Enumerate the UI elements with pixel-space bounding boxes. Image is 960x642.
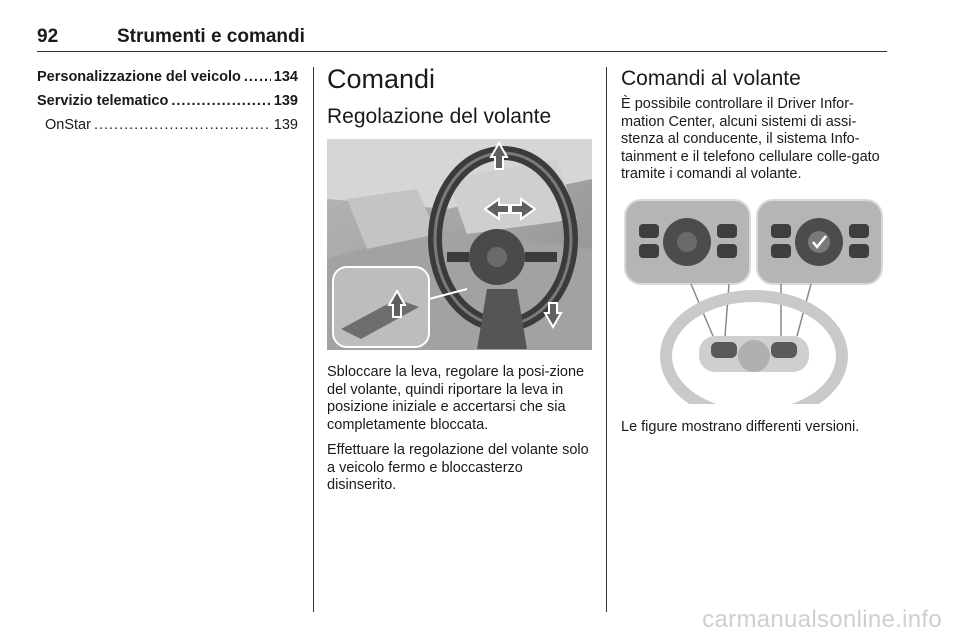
steering-instructions (327, 364, 592, 503)
toc-entry[interactable] (37, 117, 298, 139)
page-header (37, 24, 887, 52)
steering-adjustment-illustration (327, 139, 592, 350)
toc-entry[interactable] (37, 69, 298, 93)
table-of-contents (37, 69, 298, 139)
subsection-heading: Regolazione del volante (327, 105, 552, 128)
toc-entry-label: OnStar (45, 117, 91, 133)
header-rule (37, 51, 887, 52)
toc-entry-page: 139 (273, 93, 298, 109)
page-number: 92 (37, 26, 59, 47)
steering-wheel-controls-illustration (621, 196, 886, 404)
toc-leader-dots (171, 93, 270, 109)
middle-column (327, 62, 592, 493)
section-heading: Comandi (327, 64, 436, 94)
toc-entry-page: 134 (273, 69, 298, 85)
toc-entry-page: 139 (273, 117, 298, 133)
section-title: Strumenti e comandi (117, 26, 305, 47)
toc-entry-label: Servizio telematico (37, 93, 169, 109)
paragraph: Effettuare la regolazione del volante solo a veicolo fermo e bloccasterzo disinserito. (327, 442, 589, 493)
right-column (621, 66, 889, 435)
toc-leader-dots (244, 69, 271, 85)
watermark: carmanualsonline.info (702, 606, 942, 633)
column-divider (606, 67, 607, 612)
toc-entry-label: Personalizzazione del veicolo (37, 69, 241, 85)
subsection-heading: Comandi al volante (621, 67, 801, 90)
figure-caption: Le figure mostrano differenti versioni. (621, 419, 860, 435)
paragraph: È possibile controllare il Driver Infor-mation Center, alcuni sistemi di assi-stenza al conducente, il sistema Info-tainment e il telefono cellulare colle-gato tramite i comandi al volante. (621, 96, 880, 182)
toc-leader-dots (94, 117, 271, 133)
toc-entry[interactable] (37, 93, 298, 117)
paragraph: Sbloccare la leva, regolare la posi-zione del volante, quindi riportare la leva in posizione iniziale e accertarsi che sia completamente bloccata. (327, 364, 585, 433)
column-divider (313, 67, 314, 612)
